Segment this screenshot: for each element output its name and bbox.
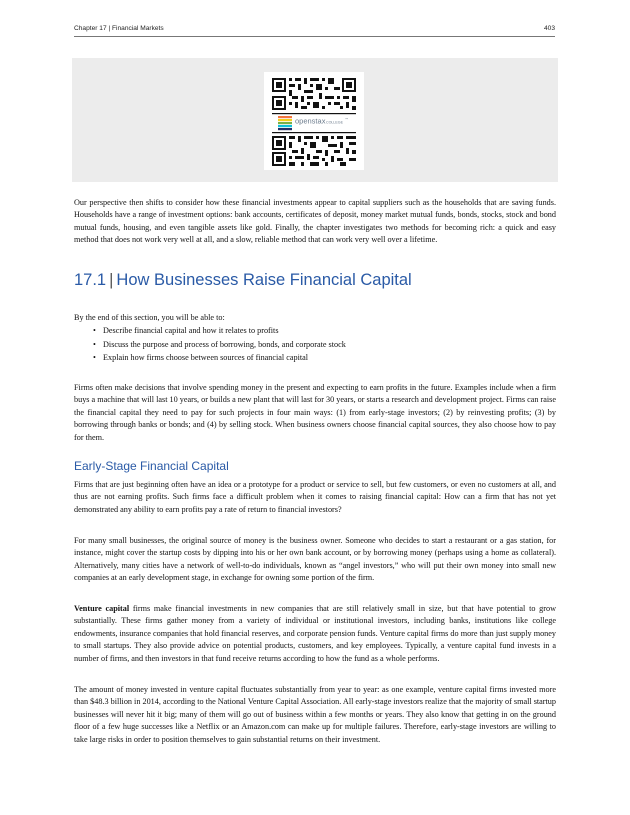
qr-top-block xyxy=(272,78,356,110)
firms-paragraph xyxy=(74,382,556,444)
objective-item: • Discuss the purpose and process of borrowing, bonds, and corporate stock xyxy=(74,338,554,351)
qr-code-card[interactable] xyxy=(264,72,364,170)
section-heading xyxy=(74,271,412,290)
intro-paragraph-text: Our perspective then shifts to consider how these financial investments appear to capital suppliers such as the households that are saving funds. Households have a range of investment options: bank accounts, certificates of deposit, money market mutual funds, bonds, stocks, stock and bond mutual funds, housing, and even tangible assets like gold. Finally, the chapter investigates two methods for becoming rich: a quick and easy method that does not work very well at all, and a slow, reliable method that can work very well over a lifetime. xyxy=(74,198,556,245)
investment-amount-paragraph xyxy=(74,684,556,746)
venture-capital-paragraph-text xyxy=(74,603,556,665)
early-stage-paragraph xyxy=(74,479,556,516)
venture-capital-paragraph xyxy=(74,603,556,665)
objectives-list xyxy=(74,324,554,364)
openstax-logo-word: openstax xyxy=(295,116,326,126)
objective-item: • Describe financial capital and how it relates to profits xyxy=(74,324,554,337)
openstax-logo xyxy=(272,113,356,133)
investment-amount-paragraph-text: The amount of money invested in venture capital fluctuates substantially from year to year: as one example, venture capital firms invested more than $48.3 billion in 2014, according to the National Venture Capital Association. All early-stage investors realize that the majority of small startup businesses will never hit it big; many of them will go out of business within a few months or years. They also know that getting in on the ground floor of a few huge successes like a Netflix or an Amazon.com can make up for multiple failures. Therefore, early-stage investors are willing to take large risks in order to position themselves to gain substantial returns on their investment. xyxy=(74,685,556,744)
intro-paragraph xyxy=(74,197,556,247)
openstax-logo-suffix: COLLEGE xyxy=(326,120,343,125)
learning-objectives xyxy=(74,311,554,364)
early-stage-paragraph-text: Firms that are just beginning often have an idea or a prototype for a product or service to sell, but few customers, or even no customers at all, and thus are not earning profits. Such firms face a difficult problem when it comes to raising financial capital: How can a firm that has not yet demonstrated any ability to earn profits pay a rate of return to financial investors? xyxy=(74,480,556,514)
qr-code-icon xyxy=(264,72,364,170)
small-business-paragraph xyxy=(74,535,556,585)
section-title: How Businesses Raise Financial Capital xyxy=(116,271,412,289)
header-rule xyxy=(74,36,555,37)
chapter-title: Chapter 17 | Financial Markets xyxy=(74,25,164,32)
subsection-heading: Early-Stage Financial Capital xyxy=(74,459,229,473)
openstax-logo-trademark: ™ xyxy=(345,117,348,121)
venture-capital-term: Venture capital xyxy=(74,604,130,613)
venture-capital-body: firms make financial investments in new companies that are still relatively small in size, but that have potential to grow substantially. These firms gather money from a variety of individual or institutional investors, including banks, institutions like college endowments, insurance companies that hold financial reserves, and corporate pension funds. Venture capital firms do more than just supply money to small startups. They also provide advice on potential products, customers, and key employees. Typically, a venture capital fund invests in a number of firms, and then investors in that fund receive returns according to how the fund as a whole performs. xyxy=(74,604,556,663)
qr-bottom-block xyxy=(272,136,356,166)
objective-item: • Explain how firms choose between sources of financial capital xyxy=(74,351,554,364)
firms-paragraph-text: Firms often make decisions that involve spending money in the present and expecting to earn profits in the future. Examples include when a firm buys a machine that will last 10 years, or builds a new plant that will last for 30 years, or starts a research and development project. Firms can raise the financial capital they need to pay for such projects in four main ways: (1) from early-stage investors; (2) by reinvesting profits; (3) by borrowing through banks or bonds; and (4) by selling stock. When business owners choose financial capital sources, they also choose how to pay for them. xyxy=(74,383,556,442)
small-business-paragraph-text: For many small businesses, the original source of money is the business owner. Someone who decides to start a restaurant or a gas station, for instance, might cover the startup costs by dipping into his or her own bank account, or by borrowing money (perhaps using a home as collateral). Alternatively, many cities have a network of well-to-do individuals, known as “angel investors,” who will put their own money into small new companies at an early development stage, in exchange for owning some portion of the firm. xyxy=(74,536,556,583)
objectives-intro: By the end of this section, you will be able to: xyxy=(74,313,225,322)
section-separator: | xyxy=(109,271,114,289)
page-number: 403 xyxy=(543,25,555,32)
section-number: 17.1 xyxy=(74,271,107,289)
